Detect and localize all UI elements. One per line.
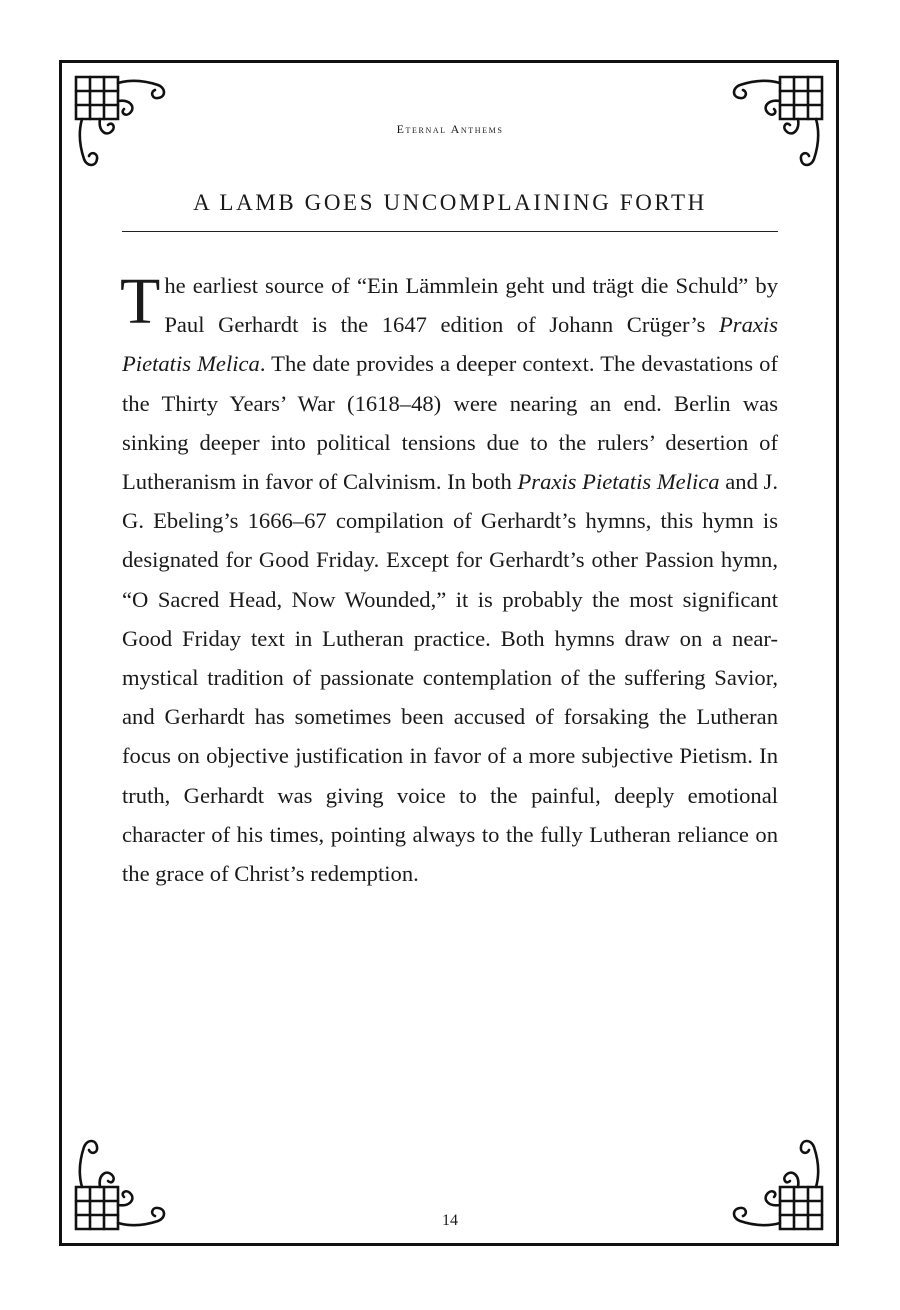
chapter-title: A LAMB GOES UNCOMPLAINING FORTH xyxy=(193,190,707,215)
running-head: Eternal Anthems xyxy=(396,122,504,136)
title-rule xyxy=(122,231,778,232)
body-text-segment: and J. G. Ebeling’s 1666–67 compilation of Gerhardt’s hymns, this hymn is designated for Good Friday. Except for Gerhardt’s other Passion hymn, “O Sacred Head, Now Wounded,” it is probably the most significant Good Friday text in Lutheran practice. Both hymns draw on a near-mystical tradition of passionate contemplation of the suffering Savior, and Gerhardt has sometimes been accused of forsaking the Lutheran focus on objective justification in favor of a more subjective Pietism. In truth, Gerhardt was giving voice to the painful, deeply emotional character of his times, pointing always to the fully Lutheran reliance on the grace of Christ’s redemption. xyxy=(122,469,778,887)
book-title-italic: Praxis Pietatis Melica xyxy=(122,312,778,377)
book-title-italic: Praxis Pietatis Melica xyxy=(517,469,720,495)
corner-ornament-top-right-icon xyxy=(728,71,828,171)
body-paragraph xyxy=(122,266,778,893)
corner-ornament-top-left-icon xyxy=(70,71,170,171)
page-number: 14 xyxy=(442,1212,458,1229)
body-text-segment: . The date provides a deeper context. The devastations of the Thirty Years’ War (1618–48) were nearing an end. Berlin was sinking deeper into political tensions due to the rulers’ desertion of Lutheranism in favor of Calvinism. In both xyxy=(122,351,778,495)
body-text-segment: he earliest source of “Ein Lämmlein geht und trägt die Schuld” by Paul Gerhardt is the 1647 edition of Johann Crüger’s xyxy=(164,273,778,338)
drop-cap: T xyxy=(120,265,161,338)
